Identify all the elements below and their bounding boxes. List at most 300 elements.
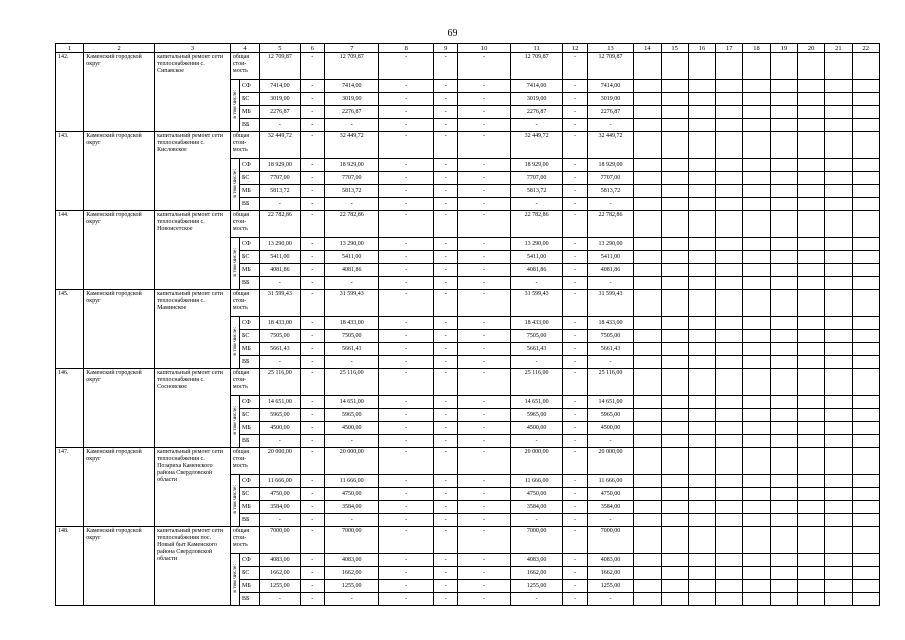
value-cell: 7505,00 — [324, 330, 379, 343]
empty-cell — [661, 53, 688, 80]
column-number: 19 — [770, 44, 797, 53]
value-cell: - — [379, 172, 434, 185]
value-cell: - — [458, 356, 511, 369]
empty-cell — [634, 514, 661, 527]
empty-cell — [661, 409, 688, 422]
empty-cell — [852, 330, 879, 343]
value-cell: - — [379, 396, 434, 409]
empty-cell — [825, 264, 852, 277]
value-cell: 5813,72 — [260, 185, 300, 198]
empty-cell — [797, 501, 824, 514]
value-cell: - — [379, 290, 434, 317]
value-cell: 5965,00 — [324, 409, 379, 422]
empty-cell — [743, 593, 770, 606]
value-cell: - — [434, 238, 458, 251]
value-cell: - — [379, 211, 434, 238]
funding-source-label: МБ — [239, 343, 259, 356]
value-cell: 1255,00 — [587, 580, 634, 593]
empty-cell — [661, 93, 688, 106]
value-cell: - — [379, 475, 434, 488]
empty-cell — [825, 185, 852, 198]
value-cell: 5661,43 — [510, 343, 563, 356]
value-cell: - — [587, 198, 634, 211]
value-cell: 4750,00 — [510, 488, 563, 501]
funding-source-label: МБ — [239, 501, 259, 514]
value-cell: 3019,00 — [510, 93, 563, 106]
value-cell: - — [458, 514, 511, 527]
empty-cell — [688, 277, 715, 290]
value-cell: 20 000,00 — [510, 448, 563, 475]
value-cell: - — [300, 290, 324, 317]
empty-cell — [797, 435, 824, 448]
value-cell: - — [434, 501, 458, 514]
empty-cell — [743, 119, 770, 132]
empty-cell — [852, 422, 879, 435]
value-cell: - — [458, 448, 511, 475]
empty-cell — [634, 448, 661, 475]
funding-source-label: СФ — [239, 159, 259, 172]
empty-cell — [852, 251, 879, 264]
value-cell: - — [563, 80, 587, 93]
empty-cell — [688, 185, 715, 198]
value-cell: 13 290,00 — [587, 238, 634, 251]
empty-cell — [634, 238, 661, 251]
column-number-row — [56, 44, 880, 53]
empty-cell — [634, 356, 661, 369]
empty-cell — [661, 554, 688, 567]
empty-cell — [688, 567, 715, 580]
value-cell: 18 929,00 — [587, 159, 634, 172]
value-cell: - — [434, 80, 458, 93]
vertical-label-text: в том числе: — [231, 89, 238, 119]
empty-cell — [688, 251, 715, 264]
empty-cell — [634, 422, 661, 435]
funding-source-label: БС — [239, 567, 259, 580]
empty-cell — [634, 317, 661, 330]
empty-cell — [743, 448, 770, 475]
value-cell: - — [379, 53, 434, 80]
value-cell: 22 782,86 — [587, 211, 634, 238]
empty-cell — [716, 185, 743, 198]
empty-cell — [716, 369, 743, 396]
empty-cell — [688, 172, 715, 185]
vertical-label-text: в том числе: — [231, 247, 238, 277]
empty-cell — [716, 80, 743, 93]
empty-cell — [743, 317, 770, 330]
empty-cell — [770, 580, 797, 593]
empty-cell — [661, 172, 688, 185]
value-cell: - — [434, 356, 458, 369]
value-cell: 13 290,00 — [510, 238, 563, 251]
row-number: 142. — [56, 53, 84, 132]
value-cell: - — [379, 238, 434, 251]
empty-cell — [825, 106, 852, 119]
funding-source-label: ВБ — [239, 593, 259, 606]
funding-source-label: СФ — [239, 475, 259, 488]
value-cell: - — [563, 369, 587, 396]
empty-cell — [797, 132, 824, 159]
value-cell: - — [563, 119, 587, 132]
empty-cell — [634, 106, 661, 119]
value-cell: 3019,00 — [587, 93, 634, 106]
value-cell: 7505,00 — [260, 330, 300, 343]
value-cell: - — [300, 580, 324, 593]
value-cell: - — [379, 567, 434, 580]
empty-cell — [743, 409, 770, 422]
empty-cell — [688, 593, 715, 606]
empty-cell — [825, 251, 852, 264]
value-cell: - — [458, 330, 511, 343]
value-cell: - — [379, 93, 434, 106]
empty-cell — [770, 527, 797, 554]
empty-cell — [634, 80, 661, 93]
empty-cell — [852, 198, 879, 211]
table-row — [56, 369, 880, 396]
value-cell: 5411,00 — [324, 251, 379, 264]
empty-cell — [716, 514, 743, 527]
funding-source-label: МБ — [239, 185, 259, 198]
value-cell: - — [300, 593, 324, 606]
value-cell: 5411,00 — [260, 251, 300, 264]
empty-cell — [688, 488, 715, 501]
value-cell: - — [563, 53, 587, 80]
empty-cell — [688, 80, 715, 93]
value-cell: - — [458, 277, 511, 290]
value-cell: - — [434, 132, 458, 159]
value-cell: - — [300, 119, 324, 132]
column-number: 4 — [230, 44, 259, 53]
empty-cell — [661, 514, 688, 527]
value-cell: - — [458, 159, 511, 172]
value-cell: 13 290,00 — [260, 238, 300, 251]
value-cell: 7414,00 — [260, 80, 300, 93]
empty-cell — [716, 317, 743, 330]
empty-cell — [716, 238, 743, 251]
empty-cell — [852, 290, 879, 317]
empty-cell — [770, 435, 797, 448]
value-cell: - — [434, 317, 458, 330]
value-cell: 5813,72 — [510, 185, 563, 198]
empty-cell — [716, 356, 743, 369]
row-number: 144. — [56, 211, 84, 290]
value-cell: 22 782,86 — [324, 211, 379, 238]
in-that-number-label — [230, 475, 239, 527]
empty-cell — [688, 554, 715, 567]
value-cell: - — [587, 119, 634, 132]
value-cell: 5965,00 — [510, 409, 563, 422]
empty-cell — [688, 448, 715, 475]
value-cell: - — [458, 53, 511, 80]
empty-cell — [716, 132, 743, 159]
column-number: 2 — [84, 44, 155, 53]
empty-cell — [825, 53, 852, 80]
value-cell: - — [563, 448, 587, 475]
value-cell: - — [563, 159, 587, 172]
empty-cell — [743, 277, 770, 290]
value-cell: - — [458, 211, 511, 238]
empty-cell — [770, 238, 797, 251]
value-cell: - — [510, 514, 563, 527]
empty-cell — [634, 580, 661, 593]
value-cell: 1255,00 — [510, 580, 563, 593]
value-cell: - — [300, 435, 324, 448]
empty-cell — [852, 343, 879, 356]
empty-cell — [743, 290, 770, 317]
table-row — [56, 527, 880, 554]
empty-cell — [852, 514, 879, 527]
empty-cell — [825, 290, 852, 317]
column-number: 13 — [587, 44, 634, 53]
empty-cell — [770, 501, 797, 514]
empty-cell — [797, 330, 824, 343]
empty-cell — [716, 198, 743, 211]
value-cell: - — [563, 514, 587, 527]
empty-cell — [688, 409, 715, 422]
empty-cell — [634, 172, 661, 185]
value-cell: 4500,00 — [510, 422, 563, 435]
empty-cell — [743, 356, 770, 369]
empty-cell — [852, 527, 879, 554]
empty-cell — [688, 290, 715, 317]
value-cell: - — [563, 93, 587, 106]
total-cost-label: общая стои-мость — [230, 448, 259, 475]
value-cell: - — [458, 317, 511, 330]
column-number: 20 — [797, 44, 824, 53]
value-cell: - — [458, 238, 511, 251]
value-cell: - — [563, 264, 587, 277]
empty-cell — [688, 343, 715, 356]
column-number: 9 — [434, 44, 458, 53]
value-cell: 4500,00 — [260, 422, 300, 435]
value-cell: 25 116,00 — [324, 369, 379, 396]
empty-cell — [688, 422, 715, 435]
column-number: 5 — [260, 44, 300, 53]
value-cell: - — [458, 554, 511, 567]
value-cell: 14 651,00 — [510, 396, 563, 409]
value-cell: 18 929,00 — [324, 159, 379, 172]
value-cell: 1662,00 — [587, 567, 634, 580]
district-cell: Каменский городской округ — [84, 53, 155, 132]
empty-cell — [661, 317, 688, 330]
value-cell: 12 709,87 — [587, 53, 634, 80]
value-cell: - — [434, 593, 458, 606]
value-cell: - — [458, 198, 511, 211]
empty-cell — [825, 343, 852, 356]
value-cell: - — [434, 409, 458, 422]
empty-cell — [634, 554, 661, 567]
value-cell: - — [563, 396, 587, 409]
value-cell: - — [300, 369, 324, 396]
value-cell: 5661,43 — [587, 343, 634, 356]
empty-cell — [661, 448, 688, 475]
value-cell: - — [260, 198, 300, 211]
empty-cell — [716, 330, 743, 343]
empty-cell — [743, 475, 770, 488]
in-that-number-label — [230, 80, 239, 132]
value-cell: - — [300, 448, 324, 475]
value-cell: - — [563, 290, 587, 317]
value-cell: - — [379, 501, 434, 514]
value-cell: - — [300, 514, 324, 527]
column-number: 15 — [661, 44, 688, 53]
empty-cell — [661, 159, 688, 172]
empty-cell — [770, 396, 797, 409]
empty-cell — [688, 198, 715, 211]
value-cell: 4081,86 — [510, 264, 563, 277]
empty-cell — [634, 93, 661, 106]
value-cell: 5661,43 — [260, 343, 300, 356]
value-cell: 25 116,00 — [260, 369, 300, 396]
empty-cell — [797, 396, 824, 409]
value-cell: 11 666,00 — [510, 475, 563, 488]
value-cell: 7000,00 — [587, 527, 634, 554]
description-cell: капитальный ремонт сети теплоснабжения с. Кисловское — [155, 132, 231, 211]
value-cell: - — [434, 514, 458, 527]
value-cell: 7707,00 — [324, 172, 379, 185]
table-row — [56, 448, 880, 475]
total-cost-label: общая стои-мость — [230, 290, 259, 317]
empty-cell — [716, 527, 743, 554]
empty-cell — [825, 475, 852, 488]
value-cell: - — [563, 211, 587, 238]
value-cell: 4081,86 — [260, 264, 300, 277]
empty-cell — [661, 396, 688, 409]
value-cell: 5411,00 — [510, 251, 563, 264]
value-cell: 31 599,43 — [260, 290, 300, 317]
column-number: 22 — [852, 44, 879, 53]
empty-cell — [688, 501, 715, 514]
value-cell: - — [563, 277, 587, 290]
empty-cell — [743, 185, 770, 198]
value-cell: - — [379, 119, 434, 132]
value-cell: - — [434, 396, 458, 409]
value-cell: - — [458, 80, 511, 93]
empty-cell — [825, 93, 852, 106]
value-cell: 20 000,00 — [324, 448, 379, 475]
value-cell: - — [379, 277, 434, 290]
empty-cell — [716, 448, 743, 475]
value-cell: - — [458, 580, 511, 593]
empty-cell — [661, 119, 688, 132]
empty-cell — [852, 264, 879, 277]
empty-cell — [716, 106, 743, 119]
value-cell: - — [379, 264, 434, 277]
empty-cell — [797, 290, 824, 317]
empty-cell — [825, 409, 852, 422]
empty-cell — [770, 488, 797, 501]
empty-cell — [852, 448, 879, 475]
value-cell: - — [434, 330, 458, 343]
value-cell: - — [458, 369, 511, 396]
empty-cell — [743, 567, 770, 580]
empty-cell — [797, 198, 824, 211]
empty-cell — [770, 132, 797, 159]
empty-cell — [825, 396, 852, 409]
district-cell: Каменский городской округ — [84, 527, 155, 606]
value-cell: - — [510, 119, 563, 132]
value-cell: - — [300, 264, 324, 277]
value-cell: 7414,00 — [510, 80, 563, 93]
value-cell: - — [434, 435, 458, 448]
value-cell: - — [260, 277, 300, 290]
empty-cell — [661, 501, 688, 514]
value-cell: - — [458, 396, 511, 409]
value-cell: 25 116,00 — [587, 369, 634, 396]
total-cost-label: общая стои-мость — [230, 369, 259, 396]
value-cell: - — [300, 198, 324, 211]
value-cell: 32 449,72 — [510, 132, 563, 159]
value-cell: 4750,00 — [260, 488, 300, 501]
empty-cell — [770, 159, 797, 172]
empty-cell — [825, 211, 852, 238]
value-cell: - — [563, 198, 587, 211]
empty-cell — [825, 159, 852, 172]
value-cell: - — [300, 80, 324, 93]
value-cell: - — [379, 409, 434, 422]
value-cell: - — [300, 172, 324, 185]
empty-cell — [797, 514, 824, 527]
value-cell: - — [458, 409, 511, 422]
vertical-label-text: в том числе: — [231, 563, 238, 593]
vertical-label-text: в том числе: — [231, 484, 238, 514]
empty-cell — [661, 80, 688, 93]
empty-cell — [825, 435, 852, 448]
value-cell: - — [260, 435, 300, 448]
value-cell: - — [587, 435, 634, 448]
empty-cell — [743, 488, 770, 501]
value-cell: - — [300, 53, 324, 80]
value-cell: 25 116,00 — [510, 369, 563, 396]
empty-cell — [797, 251, 824, 264]
value-cell: 32 449,72 — [324, 132, 379, 159]
empty-cell — [825, 330, 852, 343]
empty-cell — [634, 593, 661, 606]
empty-cell — [716, 554, 743, 567]
value-cell: - — [379, 80, 434, 93]
empty-cell — [852, 119, 879, 132]
value-cell: - — [434, 198, 458, 211]
value-cell: - — [260, 356, 300, 369]
empty-cell — [797, 356, 824, 369]
total-cost-label: общая стои-мость — [230, 53, 259, 80]
column-number: 7 — [324, 44, 379, 53]
value-cell: - — [300, 211, 324, 238]
value-cell: 7707,00 — [510, 172, 563, 185]
value-cell: 11 666,00 — [587, 475, 634, 488]
empty-cell — [770, 514, 797, 527]
value-cell: - — [300, 356, 324, 369]
district-cell: Каменский городской округ — [84, 211, 155, 290]
value-cell: 32 449,72 — [587, 132, 634, 159]
empty-cell — [716, 53, 743, 80]
empty-cell — [825, 238, 852, 251]
table-row — [56, 132, 880, 159]
empty-cell — [797, 488, 824, 501]
empty-cell — [852, 435, 879, 448]
value-cell: 11 666,00 — [260, 475, 300, 488]
empty-cell — [743, 198, 770, 211]
empty-cell — [852, 211, 879, 238]
value-cell: - — [458, 501, 511, 514]
empty-cell — [716, 290, 743, 317]
value-cell: - — [458, 93, 511, 106]
empty-cell — [743, 527, 770, 554]
value-cell: - — [379, 488, 434, 501]
empty-cell — [634, 343, 661, 356]
empty-cell — [688, 93, 715, 106]
funding-source-label: БС — [239, 409, 259, 422]
value-cell: - — [379, 514, 434, 527]
